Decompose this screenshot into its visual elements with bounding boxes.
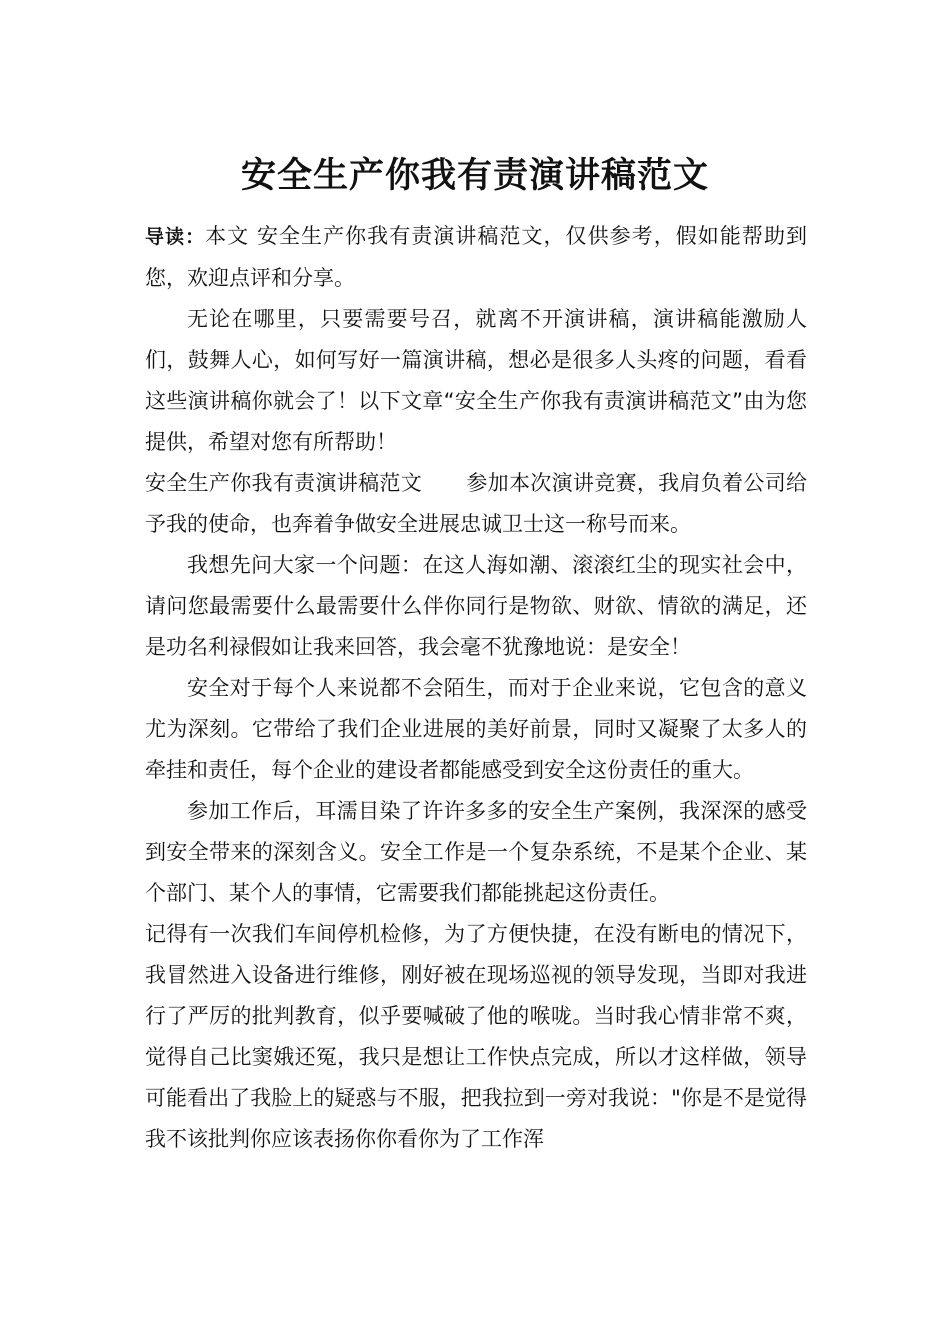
section-heading: 安全生产你我有责演讲稿范文: [145, 471, 423, 495]
section-paragraph: [145, 463, 807, 545]
continuation-paragraph: 记得有一次我们车间停机检修，为了方便快捷，在没有断电的情况下，我冒然进入设备进行维修，刚好被在现场巡视的领导发现，当即对我进行了严厉的批判教育，似乎要喊破了他的喉咙。当时我心情非常不爽，觉得自己比窦娥还冤，我只是想让工作快点完成，所以才这样做，领导可能看出了我脸上的疑惑与不服，把我拉到一旁对我说："你是不是觉得我不该批判你应该表扬你你看你为了工作浑: [145, 922, 807, 1151]
document-title: 安全生产你我有责演讲稿范文: [240, 156, 709, 197]
document-body: [145, 216, 807, 1160]
section-opening: 参加本次演讲竞赛，我肩负着公司给予我的使命，也奔着争做安全进展忠诚卫士这一称号而来。: [145, 471, 808, 536]
lead-label: 导读：: [145, 226, 206, 248]
body-paragraph: 我想先问大家一个问题：在这人海如潮、滚滚红尘的现实社会中，请问您最需要什么最需要什么伴你同行是物欲、财欲、情欲的满足，还是功名利禄假如让我来回答，我会毫不犹豫地说：是安全！: [145, 553, 807, 659]
body-paragraph: 安全对于每个人来说都不会陌生，而对于企业来说，它包含的意义尤为深刻。它带给了我们企业进展的美好前景，同时又凝聚了太多人的牵挂和责任，每个企业的建设者都能感受到安全这份责任的重大。: [145, 676, 807, 782]
lead-text: 本文 安全生产你我有责演讲稿范文，仅供参考，假如能帮助到您，欢迎点评和分享。: [145, 224, 807, 290]
lead-paragraph: [145, 216, 807, 299]
body-paragraph: 参加工作后，耳濡目染了许许多多的安全生产案例，我深深的感受到安全带来的深刻含义。安全工作是一个复杂系统，不是某个企业、某个部门、某个人的事情，它需要我们都能挑起这份责任。: [145, 799, 807, 905]
intro-paragraph: 无论在哪里，只要需要号召，就离不开演讲稿，演讲稿能激励人们，鼓舞人心，如何写好一篇演讲稿，想必是很多人头疼的问题，看看这些演讲稿你就会了！以下文章“安全生产你我有责演讲稿范文”由为您提供，希望对您有所帮助！: [145, 307, 807, 454]
